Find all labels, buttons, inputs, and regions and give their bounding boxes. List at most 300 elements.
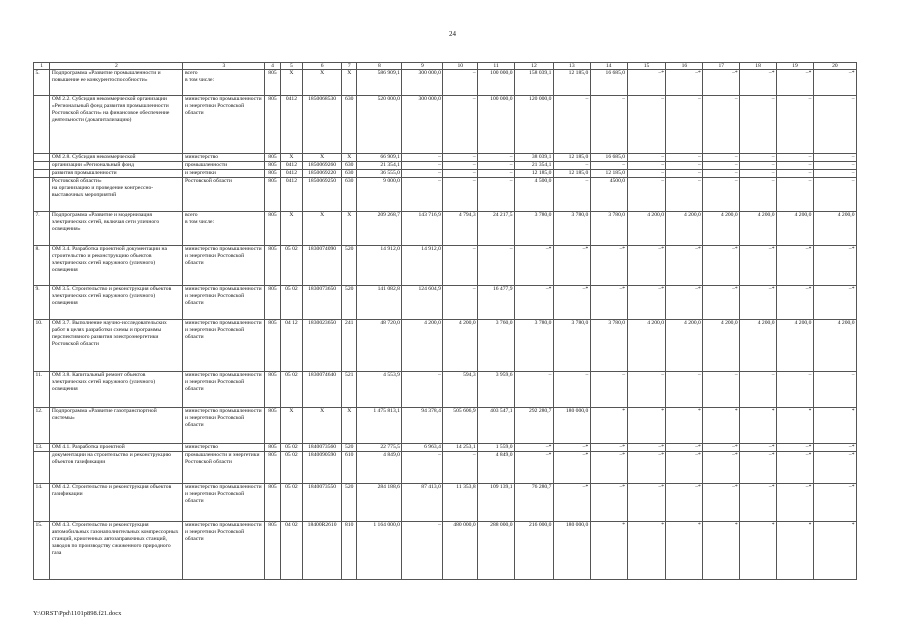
value-cell: –	[402, 372, 443, 408]
value-cell: 1850069250	[303, 178, 342, 212]
value-cell: –	[813, 372, 856, 408]
value-cell: 1840073550	[303, 484, 342, 522]
value-cell: –	[666, 372, 703, 408]
value-cell: 4 200,0	[703, 320, 740, 372]
value-cell: Х	[280, 154, 303, 162]
value-cell: Х	[303, 408, 342, 444]
value-cell: 403 547,1	[478, 408, 515, 444]
value-cell: 4 200,0	[666, 320, 703, 372]
header-cell: 20	[813, 63, 856, 70]
value-cell: –*	[777, 246, 814, 286]
value-cell: 4 200,0	[627, 320, 666, 372]
value-cell: –	[443, 162, 478, 170]
header-cell: 13	[553, 63, 590, 70]
value-cell: 0412	[280, 170, 303, 178]
header-cell: 15	[627, 63, 666, 70]
value-cell: –	[740, 178, 777, 212]
value-cell: –*	[515, 246, 554, 286]
value-cell: 520	[342, 246, 357, 286]
value-cell: –	[627, 178, 666, 212]
executor-cell: министерство промышленности и энергетики Ростовской области	[183, 522, 265, 580]
value-cell: –	[443, 178, 478, 212]
description-cell: Подпрограмма «Развитие и модернизация электрических сетей, включая сети уличного освещения»	[50, 212, 183, 246]
value-cell: 4 200,0	[666, 212, 703, 246]
table-row	[34, 444, 857, 452]
value-cell: –*	[703, 452, 740, 484]
value-cell: –*	[777, 484, 814, 522]
value-cell: –	[515, 372, 554, 408]
value-cell: –*	[515, 444, 554, 452]
value-cell: –*	[740, 484, 777, 522]
value-cell: 05 02	[280, 452, 303, 484]
value-cell: 1 475 813,1	[357, 408, 402, 444]
value-cell: –	[443, 154, 478, 162]
value-cell: 12 185,0	[515, 170, 554, 178]
value-cell: Х	[303, 212, 342, 246]
value-cell: –	[553, 162, 590, 170]
description-cell: ОМ 4.2. Строительство и реконструкция объектов газификации	[50, 484, 183, 522]
value-cell: 1850069260	[303, 162, 342, 170]
header-cell: 2	[50, 63, 183, 70]
header-cell: 14	[590, 63, 627, 70]
value-cell: 38 039,1	[515, 154, 554, 162]
executor-cell: министерство промышленности и энергетики Ростовской области	[183, 408, 265, 444]
value-cell: –*	[777, 70, 814, 96]
table-row	[34, 452, 857, 484]
table-header-row	[34, 63, 857, 70]
value-cell: 480 000,0	[443, 522, 478, 580]
value-cell: 805	[265, 246, 280, 286]
value-cell: –*	[627, 444, 666, 452]
value-cell: 4 500,0	[515, 178, 554, 212]
value-cell: 3 780,0	[590, 320, 627, 372]
value-cell: 12 185,0	[553, 154, 590, 162]
value-cell: 4 200,0	[627, 212, 666, 246]
value-cell: –	[553, 372, 590, 408]
value-cell: –	[777, 372, 814, 408]
executor-cell: и энергетики	[183, 170, 265, 178]
file-path-footer: Y:\ORST\Ppd\1101p898.f21.docx	[33, 610, 122, 617]
header-cell: 5	[280, 63, 303, 70]
value-cell: 05 02	[280, 372, 303, 408]
value-cell: 0412	[280, 162, 303, 170]
value-cell: 4 200,0	[777, 320, 814, 372]
value-cell: –*	[777, 286, 814, 320]
value-cell: 520	[342, 286, 357, 320]
value-cell: 292 280,7	[515, 408, 554, 444]
table-row	[34, 372, 857, 408]
value-cell: 805	[265, 162, 280, 170]
value-cell: 805	[265, 154, 280, 162]
value-cell: 36 555,0	[357, 170, 402, 178]
table-row	[34, 178, 857, 212]
value-cell: –*	[777, 452, 814, 484]
table-row	[34, 246, 857, 286]
page-number: 24	[449, 30, 456, 38]
value-cell: –	[740, 170, 777, 178]
value-cell: –*	[515, 452, 554, 484]
value-cell: *	[777, 522, 814, 580]
value-cell: Х	[342, 408, 357, 444]
header-cell: 19	[777, 63, 814, 70]
value-cell: 4 849,0	[357, 452, 402, 484]
value-cell: –	[666, 96, 703, 154]
value-cell: –	[703, 372, 740, 408]
value-cell: 810	[342, 522, 357, 580]
value-cell: –*	[590, 286, 627, 320]
value-cell: –*	[703, 444, 740, 452]
value-cell: 4500,0	[590, 178, 627, 212]
value-cell: 04 02	[280, 522, 303, 580]
value-cell: 100 000,0	[478, 70, 515, 96]
value-cell: –*	[666, 444, 703, 452]
row-number-cell: 5.	[34, 70, 50, 96]
description-cell: Ростовской области» на организацию и проведение конгрессно-выставочных мероприятий	[50, 178, 183, 212]
value-cell: 22 775,5	[357, 444, 402, 452]
row-number-cell	[34, 154, 50, 162]
row-number-cell	[34, 452, 50, 484]
value-cell: 4 200,0	[703, 212, 740, 246]
value-cell: 4 200,0	[402, 320, 443, 372]
description-cell: ОМ 2.8. Субсидия некоммерческой	[50, 154, 183, 162]
value-cell: 05 02	[280, 246, 303, 286]
value-cell: 0412	[280, 96, 303, 154]
value-cell: 14 912,0	[357, 246, 402, 286]
value-cell: –*	[666, 286, 703, 320]
row-number-cell: 12.	[34, 408, 50, 444]
value-cell: 05 02	[280, 444, 303, 452]
header-cell: 10	[443, 63, 478, 70]
value-cell: 805	[265, 408, 280, 444]
value-cell: –*	[666, 452, 703, 484]
program-table	[33, 62, 857, 580]
value-cell: Х	[303, 154, 342, 162]
value-cell: –*	[813, 484, 856, 522]
value-cell: –*	[703, 286, 740, 320]
executor-cell: министерство промышленности и энергетики Ростовской области	[183, 320, 265, 372]
value-cell: *	[627, 408, 666, 444]
value-cell: 87 413,0	[402, 484, 443, 522]
value-cell: –*	[740, 246, 777, 286]
value-cell: Х	[303, 70, 342, 96]
header-cell: 16	[666, 63, 703, 70]
value-cell: –*	[703, 70, 740, 96]
value-cell: –*	[666, 484, 703, 522]
value-cell: 143 716,9	[402, 212, 443, 246]
value-cell: 630	[342, 96, 357, 154]
row-number-cell	[34, 96, 50, 154]
value-cell: 3 780,0	[553, 212, 590, 246]
value-cell: –*	[627, 70, 666, 96]
value-cell: –	[478, 162, 515, 170]
value-cell: 16 477,9	[478, 286, 515, 320]
value-cell: 16 685,0	[590, 154, 627, 162]
value-cell: –*	[813, 286, 856, 320]
value-cell: 3 760,0	[478, 320, 515, 372]
row-number-cell	[34, 162, 50, 170]
table-row	[34, 212, 857, 246]
value-cell: –*	[813, 246, 856, 286]
value-cell: 586 909,1	[357, 70, 402, 96]
value-cell: –	[703, 96, 740, 154]
value-cell: –	[627, 170, 666, 178]
value-cell: 3 780,0	[590, 212, 627, 246]
value-cell: –	[402, 162, 443, 170]
value-cell: –	[478, 154, 515, 162]
value-cell: 4 200,0	[777, 212, 814, 246]
value-cell: 4 200,0	[740, 320, 777, 372]
value-cell: –	[402, 178, 443, 212]
value-cell: 14 912,0	[402, 246, 443, 286]
value-cell: 4 200,0	[813, 212, 856, 246]
value-cell: 16 685,0	[590, 70, 627, 96]
value-cell: 630	[342, 162, 357, 170]
value-cell: 1830074640	[303, 372, 342, 408]
executor-cell: Ростовской области	[183, 178, 265, 212]
value-cell: 141 082,8	[357, 286, 402, 320]
value-cell: 594,3	[443, 372, 478, 408]
value-cell: 300 000,0	[402, 70, 443, 96]
value-cell: 1830023650	[303, 320, 342, 372]
value-cell: –*	[813, 452, 856, 484]
header-cell: 17	[703, 63, 740, 70]
value-cell: *	[590, 522, 627, 580]
value-cell: –	[443, 286, 478, 320]
value-cell: 24 217,5	[478, 212, 515, 246]
value-cell: –*	[553, 444, 590, 452]
value-cell: Х	[280, 70, 303, 96]
row-number-cell: 10.	[34, 320, 50, 372]
value-cell: 9 000,0	[357, 178, 402, 212]
value-cell: –	[703, 154, 740, 162]
value-cell: 300 000,0	[402, 96, 443, 154]
header-cell: 9	[402, 63, 443, 70]
value-cell: 520	[342, 484, 357, 522]
value-cell: –	[666, 154, 703, 162]
header-cell: 18	[740, 63, 777, 70]
value-cell: –	[478, 170, 515, 178]
value-cell: 805	[265, 286, 280, 320]
value-cell: 284 188,6	[357, 484, 402, 522]
value-cell: –	[703, 162, 740, 170]
value-cell: –	[443, 452, 478, 484]
value-cell: –	[590, 372, 627, 408]
table-row	[34, 484, 857, 522]
table-row	[34, 154, 857, 162]
value-cell: 124 604,9	[402, 286, 443, 320]
row-number-cell	[34, 170, 50, 178]
value-cell: Х	[342, 154, 357, 162]
value-cell: 94 378,4	[402, 408, 443, 444]
table-row	[34, 320, 857, 372]
value-cell: 630	[342, 178, 357, 212]
header-cell: 6	[303, 63, 342, 70]
value-cell: *	[813, 408, 856, 444]
value-cell: –*	[666, 246, 703, 286]
value-cell: 805	[265, 96, 280, 154]
value-cell: 21 354,1	[515, 162, 554, 170]
value-cell: 610	[342, 452, 357, 484]
value-cell: *	[777, 408, 814, 444]
description-cell: ОМ 4.1. Разработка проектной	[50, 444, 183, 452]
value-cell: 120 000,0	[515, 96, 554, 154]
value-cell: 4 200,0	[443, 320, 478, 372]
table-row	[34, 170, 857, 178]
value-cell: –	[402, 170, 443, 178]
value-cell: –	[777, 154, 814, 162]
value-cell: 12 185,0	[553, 70, 590, 96]
value-cell: –	[402, 452, 443, 484]
value-cell: 66 909,1	[357, 154, 402, 162]
value-cell: –*	[627, 246, 666, 286]
value-cell: –*	[553, 452, 590, 484]
value-cell: *	[740, 408, 777, 444]
value-cell: –*	[590, 452, 627, 484]
description-cell: ОМ 4.3. Строительство и реконструкция автомобильных газонаполнительных компрессорных станций, криогенных автозаправочных станций, заводов по производству сжиженного природного газа	[50, 522, 183, 580]
value-cell: 109 139,1	[478, 484, 515, 522]
value-cell: –	[443, 70, 478, 96]
description-cell: документации на строительство и реконструкцию объектов газификации	[50, 452, 183, 484]
table-row	[34, 408, 857, 444]
executor-cell: министерство промышленности и энергетики Ростовской области	[183, 372, 265, 408]
value-cell: –*	[813, 70, 856, 96]
value-cell: 1 164 000,0	[357, 522, 402, 580]
value-cell: –	[402, 154, 443, 162]
value-cell: –*	[813, 444, 856, 452]
description-cell: развития промышленности	[50, 170, 183, 178]
value-cell: Х	[342, 70, 357, 96]
description-cell: Подпрограмма «Развитие газотранспортной системы»	[50, 408, 183, 444]
header-cell: 4	[265, 63, 280, 70]
value-cell: –*	[740, 444, 777, 452]
value-cell: –*	[627, 286, 666, 320]
value-cell: 3 780,0	[515, 320, 554, 372]
executor-cell: министерство промышленности и энергетики Ростовской области	[183, 96, 265, 154]
value-cell: 05 02	[280, 286, 303, 320]
value-cell: –	[666, 170, 703, 178]
value-cell: 180 000,0	[553, 408, 590, 444]
value-cell: –	[443, 246, 478, 286]
value-cell: 805	[265, 170, 280, 178]
value-cell: –	[478, 178, 515, 212]
value-cell: 805	[265, 320, 280, 372]
value-cell: –	[813, 96, 856, 154]
description-cell: ОМ 2.2. Субсидия некоммерческой организации «Региональный фонд развития промышленности Ростовской области» на финансовое обеспечение деятельности (докапитализацию)	[50, 96, 183, 154]
row-number-cell: 8.	[34, 246, 50, 286]
row-number-cell: 14.	[34, 484, 50, 522]
value-cell: –*	[627, 452, 666, 484]
value-cell: Х	[280, 212, 303, 246]
value-cell: –*	[627, 484, 666, 522]
value-cell: –*	[703, 484, 740, 522]
value-cell: 241	[342, 320, 357, 372]
value-cell: 520	[342, 444, 357, 452]
value-cell: 805	[265, 212, 280, 246]
value-cell: 630	[342, 170, 357, 178]
value-cell: –	[443, 170, 478, 178]
description-cell: ОМ 3.4. Разработка проектной документации на строительство и реконструкцию объектов электрических сетей наружного (уличного) освещения	[50, 246, 183, 286]
value-cell: –*	[590, 444, 627, 452]
value-cell: –	[553, 96, 590, 154]
value-cell: –	[443, 96, 478, 154]
value-cell: –	[666, 162, 703, 170]
executor-cell: министерство промышленности и энергетики Ростовской области	[183, 484, 265, 522]
table-row	[34, 70, 857, 96]
value-cell: 216 000,0	[515, 522, 554, 580]
header-cell: 3	[183, 63, 265, 70]
value-cell: Х	[280, 408, 303, 444]
value-cell: *	[703, 522, 740, 580]
value-cell: *	[740, 522, 777, 580]
header-cell: 11	[478, 63, 515, 70]
executor-cell: министерство промышленности и энергетики Ростовской области	[183, 246, 265, 286]
value-cell: –	[813, 178, 856, 212]
value-cell: –	[666, 178, 703, 212]
header-cell: 7	[342, 63, 357, 70]
value-cell: 288 000,0	[478, 522, 515, 580]
value-cell: –	[478, 246, 515, 286]
value-cell: –	[703, 178, 740, 212]
value-cell: 12 185,0	[553, 170, 590, 178]
value-cell: –	[813, 154, 856, 162]
header-cell: 12	[515, 63, 554, 70]
value-cell: 14 253,1	[443, 444, 478, 452]
value-cell: –	[627, 162, 666, 170]
value-cell: 1830074090	[303, 246, 342, 286]
value-cell: 4 200,0	[813, 320, 856, 372]
row-number-cell: 9.	[34, 286, 50, 320]
value-cell: 805	[265, 444, 280, 452]
value-cell: –*	[740, 70, 777, 96]
value-cell: –	[777, 178, 814, 212]
value-cell: *	[813, 522, 856, 580]
row-number-cell: 13.	[34, 444, 50, 452]
value-cell: –	[590, 96, 627, 154]
description-cell: ОМ 3.8. Капитальный ремонт объектов электрических сетей наружного (уличного) освещения	[50, 372, 183, 408]
value-cell: –	[627, 154, 666, 162]
table-row	[34, 96, 857, 154]
value-cell: 04 12	[280, 320, 303, 372]
value-cell: 521	[342, 372, 357, 408]
value-cell: 12 185,0	[590, 170, 627, 178]
table-row	[34, 522, 857, 580]
value-cell: 1840073560	[303, 444, 342, 452]
value-cell: –	[740, 96, 777, 154]
value-cell: 520 000,0	[357, 96, 402, 154]
value-cell: –*	[777, 444, 814, 452]
value-cell: –	[627, 372, 666, 408]
value-cell: 76 280,7	[515, 484, 554, 522]
table-row	[34, 162, 857, 170]
value-cell: 505 606,9	[443, 408, 478, 444]
value-cell: –*	[553, 246, 590, 286]
description-cell: ОМ 3.5. Строительство и реконструкция объектов электрических сетей наружного (уличного) освещения	[50, 286, 183, 320]
value-cell: 11 353,8	[443, 484, 478, 522]
value-cell: –*	[590, 246, 627, 286]
row-number-cell: 7.	[34, 212, 50, 246]
value-cell: 805	[265, 178, 280, 212]
value-cell: *	[590, 408, 627, 444]
value-cell: –*	[553, 286, 590, 320]
value-cell: –	[813, 170, 856, 178]
value-cell: –*	[740, 452, 777, 484]
value-cell: –	[402, 522, 443, 580]
value-cell: 3 780,0	[553, 320, 590, 372]
value-cell: 805	[265, 70, 280, 96]
value-cell: –	[777, 162, 814, 170]
value-cell: 1840090590	[303, 452, 342, 484]
value-cell: 3 959,6	[478, 372, 515, 408]
